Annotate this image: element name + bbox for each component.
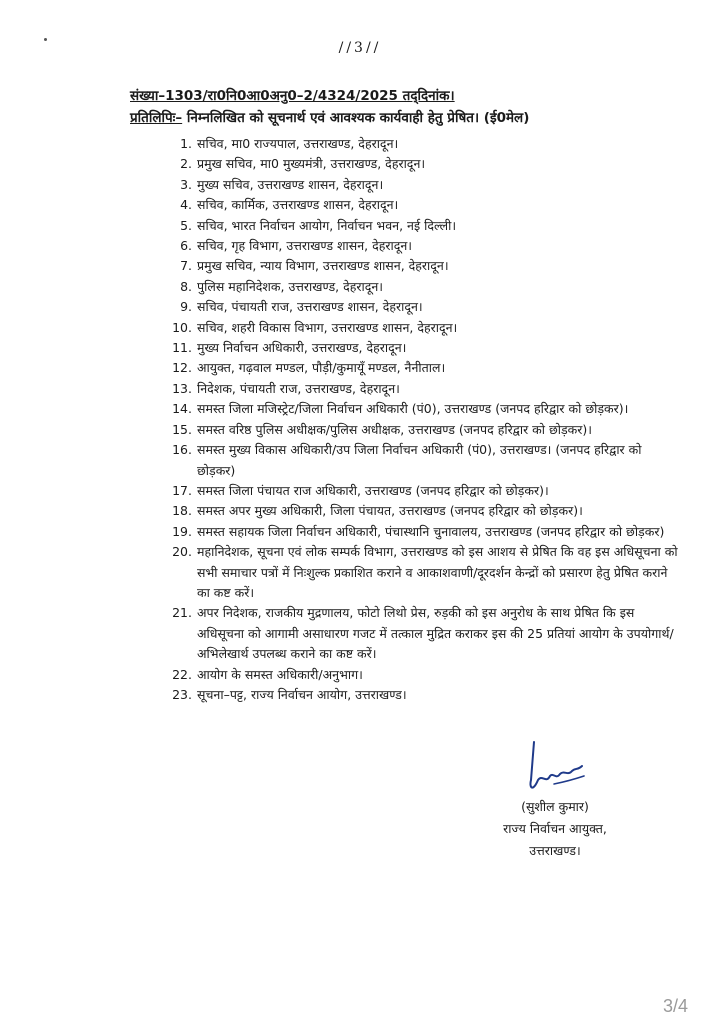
recipient-item: [160, 236, 680, 256]
recipient-number: 21.: [172, 605, 192, 621]
recipient-text: सचिव, शहरी विकास विभाग, उत्तराखण्ड शासन, देहरादून।: [197, 319, 458, 335]
recipient-text: मुख्य सचिव, उत्तराखण्ड शासन, देहरादून।: [197, 176, 384, 192]
recipient-item: [160, 542, 680, 603]
recipient-item: [160, 440, 680, 481]
recipient-number: 16.: [172, 442, 192, 458]
signature-block: [480, 796, 630, 862]
recipient-number: 7.: [180, 258, 192, 274]
recipient-number: 15.: [172, 421, 192, 437]
recipient-item: [160, 379, 680, 399]
recipient-number: 22.: [172, 666, 192, 682]
recipient-item: [160, 216, 680, 236]
recipient-text: अपर निदेशक, राजकीय मुद्रणालय, फोटो लिथो प्रेस, रुड़की को इस अनुरोध के साथ प्रेषित कि इस अधिसूचना को आगामी असाधारण गजट में तत्काल मुद्रित कराकर इस की 25 प्रतियां आयोग के उपयोगार्थ/अभिलेखार्थ उपलब्ध कराने का कष्ट करें।: [197, 605, 674, 662]
signatory-designation: राज्य निर्वाचन आयुक्त,: [503, 821, 607, 836]
signatory-name: (सुशील कुमार): [521, 799, 589, 814]
recipient-list: [160, 134, 680, 705]
recipient-text: महानिदेशक, सूचना एवं लोक सम्पर्क विभाग, उत्तराखण्ड को इस आशय से प्रेषित कि वह इस अधिसूचना को सभी समाचार पत्रों में निःशुल्क प्रकाशित कराने व आकाशवाणी/दूरदर्शन केन्द्रों को प्रसारण हेतु प्रेषित कराने का कष्ट करें।: [197, 544, 678, 600]
recipient-item: [160, 195, 680, 215]
recipient-text: सचिव, कार्मिक, उत्तराखण्ड शासन, देहरादून।: [197, 197, 399, 213]
recipient-text: निदेशक, पंचायती राज, उत्तराखण्ड, देहरादून।: [197, 380, 400, 396]
recipient-number: 14.: [172, 401, 192, 417]
recipient-item: [160, 318, 680, 338]
recipient-number: 12.: [172, 360, 192, 376]
recipient-text: सचिव, पंचायती राज, उत्तराखण्ड शासन, देहरादून।: [197, 299, 423, 315]
recipient-number: 9.: [180, 299, 192, 315]
recipient-number: 20.: [172, 544, 192, 560]
recipient-number: 8.: [180, 278, 192, 294]
recipient-number: 3.: [180, 176, 192, 192]
recipient-text: आयुक्त, गढ़वाल मण्डल, पौड़ी/कुमायूँ मण्डल, नैनीताल।: [197, 360, 446, 376]
recipient-item: [160, 338, 680, 358]
recipient-number: 1.: [180, 136, 192, 151]
recipient-item: [160, 134, 680, 154]
recipient-text: सचिव, गृह विभाग, उत्तराखण्ड शासन, देहरादून।: [197, 238, 413, 254]
recipient-number: 10.: [172, 319, 192, 335]
recipient-item: [160, 501, 680, 521]
recipient-number: 2.: [180, 156, 192, 172]
recipient-text: समस्त वरिष्ठ पुलिस अधीक्षक/पुलिस अधीक्षक, उत्तराखण्ड (जनपद हरिद्वार को छोड़कर)।: [197, 421, 593, 437]
copy-to-line: [130, 108, 529, 126]
recipient-text: पुलिस महानिदेशक, उत्तराखण्ड, देहरादून।: [197, 278, 384, 294]
copy-to-label: प्रतिलिपिः–: [130, 110, 183, 126]
recipient-number: 6.: [180, 238, 192, 254]
signature-mark: [520, 740, 600, 800]
recipient-item: [160, 481, 680, 501]
recipient-text: प्रमुख सचिव, मा0 मुख्यमंत्री, उत्तराखण्ड, देहरादून।: [197, 156, 426, 172]
recipient-item: [160, 603, 680, 664]
recipient-text: समस्त सहायक जिला निर्वाचन अधिकारी, पंचास्थानि चुनावालय, उत्तराखण्ड (जनपद हरिद्वार को छोड़कर): [197, 523, 665, 539]
signatory-state: उत्तराखण्ड।: [529, 843, 581, 858]
recipient-item: [160, 420, 680, 440]
recipient-number: 17.: [172, 482, 192, 498]
recipient-text: प्रमुख सचिव, न्याय विभाग, उत्तराखण्ड शासन, देहरादून।: [197, 258, 449, 274]
recipient-text: समस्त जिला पंचायत राज अधिकारी, उत्तराखण्ड (जनपद हरिद्वार को छोड़कर)।: [197, 482, 549, 498]
recipient-item: [160, 665, 680, 685]
recipient-text: सूचना–पट्ट, राज्य निर्वाचन आयोग, उत्तराखण्ड।: [197, 686, 407, 702]
recipient-item: [160, 685, 680, 705]
recipient-item: [160, 399, 680, 419]
recipient-number: 13.: [172, 380, 192, 396]
recipient-text: समस्त मुख्य विकास अधिकारी/उप जिला निर्वाचन अधिकारी (पं0), उत्तराखण्ड। (जनपद हरिद्वार को छोड़कर): [197, 442, 642, 478]
recipient-item: [160, 522, 680, 542]
page-indicator: 3/4: [662, 996, 688, 1016]
recipient-text: समस्त अपर मुख्य अधिकारी, जिला पंचायत, उत्तराखण्ड (जनपद हरिद्वार को छोड़कर)।: [197, 503, 583, 519]
page-marker: //3//: [338, 40, 382, 56]
recipient-item: [160, 175, 680, 195]
recipient-number: 5.: [180, 217, 192, 233]
recipient-number: 11.: [172, 340, 192, 356]
recipient-number: 18.: [172, 503, 192, 519]
recipient-text: आयोग के समस्त अधिकारी/अनुभाग।: [197, 666, 363, 682]
recipient-item: [160, 277, 680, 297]
recipient-text: मुख्य निर्वाचन अधिकारी, उत्तराखण्ड, देहरादून।: [197, 340, 407, 356]
recipient-number: 23.: [172, 686, 192, 702]
recipient-item: [160, 256, 680, 276]
recipient-item: [160, 297, 680, 317]
recipient-number: 4.: [180, 197, 192, 213]
recipient-item: [160, 358, 680, 378]
recipient-number: 19.: [172, 523, 192, 539]
recipient-text: सचिव, भारत निर्वाचन आयोग, निर्वाचन भवन, नई दिल्ली।: [197, 217, 457, 233]
copy-to-text: निम्नलिखित को सूचनार्थ एवं आवश्यक कार्यवाही हेतु प्रेषित। (ई0मेल): [186, 110, 530, 126]
reference-number: संख्या–1303/रा0नि0आ0अनु0–2/4324/2025 तद्‌दिनांक।: [130, 88, 455, 104]
recipient-text: समस्त जिला मजिस्ट्रेट/जिला निर्वाचन अधिकारी (पं0), उत्तराखण्ड (जनपद हरिद्वार को छोड़कर)।: [197, 401, 629, 417]
recipient-item: [160, 154, 680, 174]
recipient-text: सचिव, मा0 राज्यपाल, उत्तराखण्ड, देहरादून।: [197, 136, 399, 151]
